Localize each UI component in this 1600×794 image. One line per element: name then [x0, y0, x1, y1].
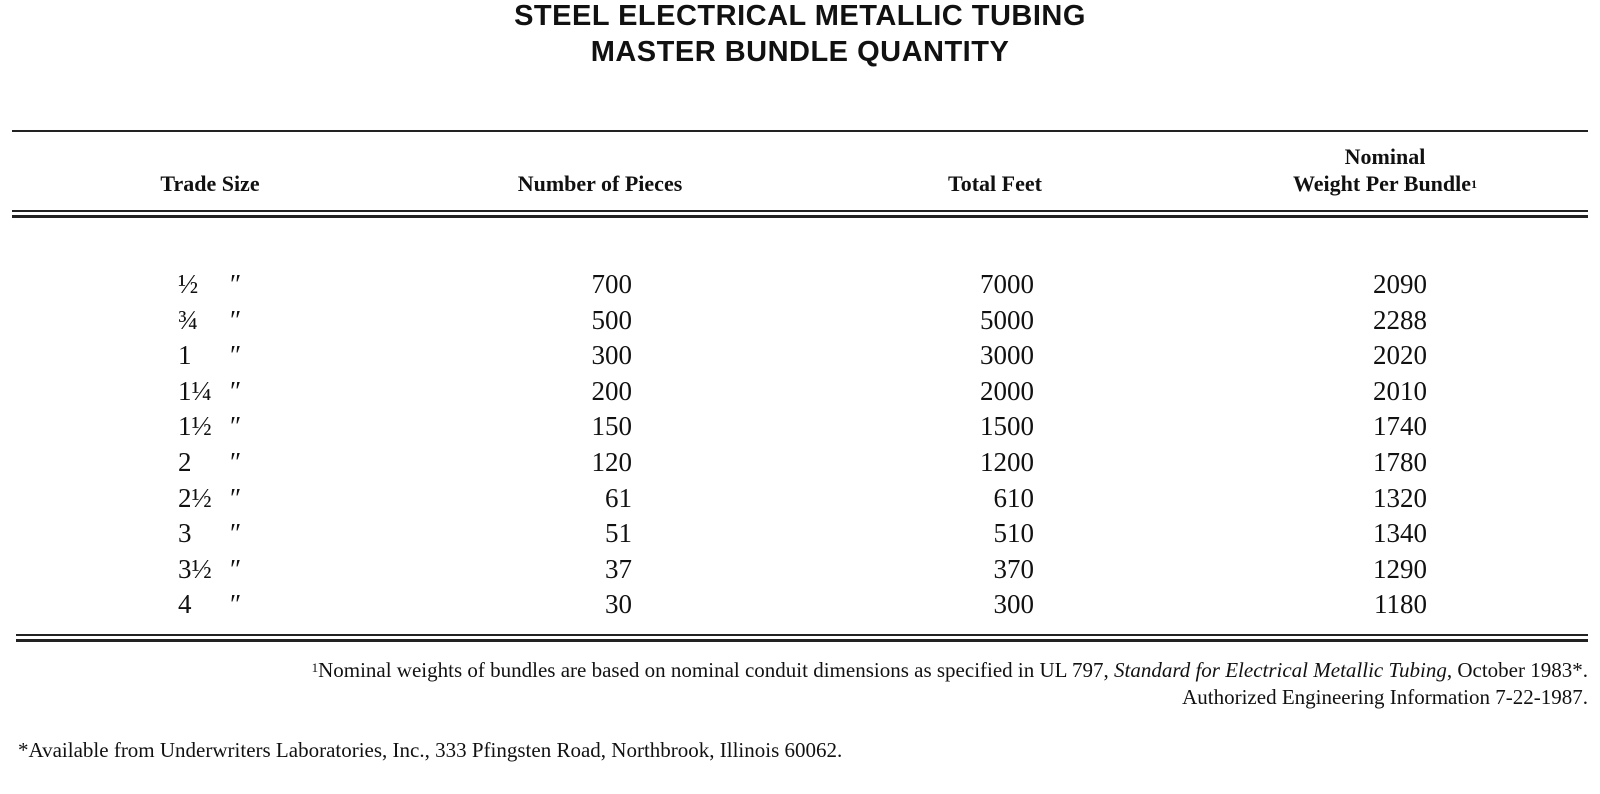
inch-mark: ″ — [230, 305, 242, 335]
weight-per-bundle-cell: 1180 — [1374, 589, 1427, 619]
weight-per-bundle-cell: 2010 — [1373, 376, 1427, 406]
trade-size-cell — [178, 302, 248, 338]
inch-mark: ″ — [230, 554, 242, 584]
trade-size-cell — [178, 373, 248, 409]
title-line-2: MASTER BUNDLE QUANTITY — [590, 36, 1010, 68]
trade-size-value: 4 — [178, 589, 192, 619]
header-double-rule-top — [12, 210, 1588, 212]
total-feet-cell: 5000 — [980, 305, 1034, 335]
trade-size-value: ¾ — [178, 305, 199, 335]
trade-size-cell — [178, 337, 248, 373]
total-feet-cell: 300 — [993, 589, 1034, 619]
number-of-pieces-cell: 37 — [605, 554, 632, 584]
weight-per-bundle-cell: 1740 — [1373, 411, 1427, 441]
number-of-pieces-cell: 61 — [605, 483, 632, 513]
header-weight-label: Weight Per Bundle — [1292, 171, 1472, 196]
trade-size-value: ½ — [178, 269, 199, 299]
header-trade-size: Trade Size — [160, 171, 260, 196]
number-of-pieces-cell: 30 — [605, 589, 632, 619]
weight-per-bundle-cell: 1340 — [1373, 518, 1427, 548]
number-of-pieces-cell: 500 — [591, 305, 632, 335]
footnote-1-date: , October 1983*. — [1446, 658, 1588, 682]
trade-size-value: 1¼ — [178, 376, 212, 406]
trade-size-cell — [178, 444, 248, 480]
weight-per-bundle-cell: 1780 — [1373, 447, 1427, 477]
inch-mark: ″ — [230, 411, 242, 441]
trade-size-value: 2 — [178, 447, 192, 477]
inch-mark: ″ — [230, 269, 242, 299]
number-of-pieces-cell: 120 — [591, 447, 632, 477]
trade-size-cell — [178, 266, 248, 302]
header-weight-footnote-mark: 1 — [1471, 177, 1478, 191]
footnote-1-authorization: Authorized Engineering Information 7-22-1987. — [1182, 685, 1588, 709]
inch-mark: ″ — [230, 447, 242, 477]
number-of-pieces-cell: 700 — [591, 269, 632, 299]
total-feet-cell: 3000 — [980, 340, 1034, 370]
total-feet-cell: 1500 — [980, 411, 1034, 441]
trade-size-cell — [178, 515, 248, 551]
weight-per-bundle-cell: 1290 — [1373, 554, 1427, 584]
header-weight-line-1: Nominal — [1344, 144, 1426, 169]
table-bottom-rule-bottom — [16, 639, 1588, 642]
trade-size-value: 3½ — [178, 554, 212, 584]
weight-per-bundle-cell: 2090 — [1373, 269, 1427, 299]
number-of-pieces-cell: 150 — [591, 411, 632, 441]
trade-size-cell — [178, 551, 248, 587]
weight-per-bundle-cell: 1320 — [1373, 483, 1427, 513]
footnote-2: *Available from Underwriters Laboratories, Inc., 333 Pfingsten Road, Northbrook, Illinois 60062. — [18, 738, 843, 762]
total-feet-cell: 1200 — [980, 447, 1034, 477]
header-double-rule-bottom — [12, 215, 1588, 218]
total-feet-cell: 7000 — [980, 269, 1034, 299]
inch-mark: ″ — [230, 589, 242, 619]
table-bottom-rule-top — [16, 634, 1588, 636]
number-of-pieces-cell: 200 — [591, 376, 632, 406]
title-line-1: STEEL ELECTRICAL METALLIC TUBING — [514, 0, 1086, 32]
footnote-1-text: Nominal weights of bundles are based on nominal conduit dimensions as specified in UL 797, — [318, 658, 1114, 682]
total-feet-cell: 370 — [993, 554, 1034, 584]
trade-size-value: 2½ — [178, 483, 212, 513]
total-feet-cell: 610 — [993, 483, 1034, 513]
footnote-1-standard-title: Standard for Electrical Metallic Tubing — [1113, 658, 1447, 682]
footnote-1 — [312, 657, 1588, 683]
number-of-pieces-cell: 300 — [591, 340, 632, 370]
inch-mark: ″ — [230, 483, 242, 513]
trade-size-value: 1½ — [178, 411, 212, 441]
trade-size-cell — [178, 408, 248, 444]
number-of-pieces-cell: 51 — [605, 518, 632, 548]
weight-per-bundle-cell: 2288 — [1373, 305, 1427, 335]
weight-per-bundle-cell: 2020 — [1373, 340, 1427, 370]
trade-size-cell — [178, 480, 248, 516]
header-number-of-pieces: Number of Pieces — [517, 171, 683, 196]
header-total-feet: Total Feet — [948, 171, 1042, 196]
header-weight-line-2 — [1250, 170, 1520, 198]
trade-size-value: 3 — [178, 518, 192, 548]
total-feet-cell: 510 — [993, 518, 1034, 548]
total-feet-cell: 2000 — [980, 376, 1034, 406]
table-top-rule — [12, 130, 1588, 132]
footnote-1-mark: 1 — [311, 660, 319, 675]
inch-mark: ″ — [230, 518, 242, 548]
trade-size-cell — [178, 586, 248, 622]
trade-size-value: 1 — [178, 340, 192, 370]
inch-mark: ″ — [230, 340, 242, 370]
inch-mark: ″ — [230, 376, 242, 406]
